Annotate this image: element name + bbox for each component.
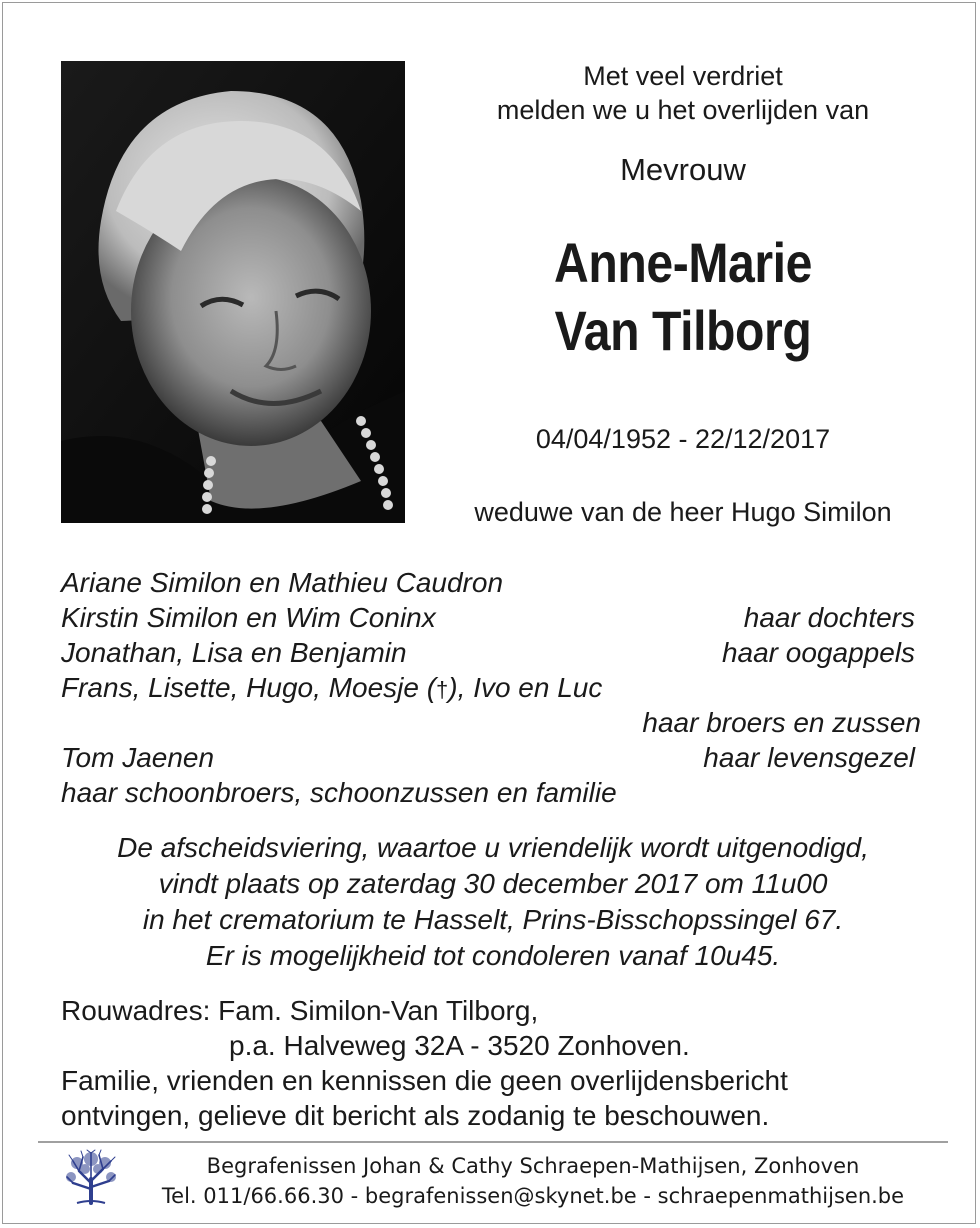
notice-line: Familie, vrienden en kennissen die geen overlijdensbericht xyxy=(61,1065,788,1096)
intro-line-1: Met veel verdriet xyxy=(583,61,783,91)
intro-text xyxy=(423,59,943,127)
family-names: Kirstin Similon en Wim Coninx xyxy=(61,602,436,633)
funeral-home-name: Begrafenissen Johan & Cathy Schraepen-Mathijsen, Zonhoven xyxy=(206,1154,860,1178)
funeral-home-contact: Tel. 011/66.66.30 - begrafenissen@skynet.be - schraepenmathijsen.be xyxy=(161,1184,905,1208)
footer-divider xyxy=(38,1141,948,1143)
last-name: Van Tilborg xyxy=(554,299,812,362)
portrait-photo xyxy=(61,61,405,523)
family-relation: haar broers en zussen xyxy=(642,707,921,738)
family-names-part: Frans, Lisette, Hugo, Moesje ( xyxy=(61,672,437,703)
obituary-card xyxy=(2,2,976,1224)
intro-line-2: melden we u het overlijden van xyxy=(496,95,870,125)
mourning-address xyxy=(61,993,941,1133)
family-names: haar schoonbroers, schoonzussen en familie xyxy=(61,777,617,808)
ceremony-line: vindt plaats op zaterdag 30 december 2017 om 11u00 xyxy=(158,868,828,899)
tree-logo-icon xyxy=(65,1149,117,1205)
salutation: Mevrouw xyxy=(620,152,746,187)
deceased-name xyxy=(459,229,906,365)
family-row xyxy=(61,740,921,775)
family-row xyxy=(61,635,921,670)
family-names: Tom Jaenen xyxy=(61,742,215,773)
family-names xyxy=(61,670,602,707)
portrait-illustration xyxy=(61,61,405,523)
family-names-part: ), Ivo en Luc xyxy=(448,672,603,703)
address-line: Rouwadres: Fam. Similon-Van Tilborg, xyxy=(61,995,539,1026)
family-row xyxy=(61,600,921,635)
family-list xyxy=(61,565,921,810)
address-line: p.a. Halveweg 32A - 3520 Zonhoven. xyxy=(229,1030,690,1061)
notice-line: ontvingen, gelieve dit bericht als zodanig te beschouwen. xyxy=(61,1100,770,1131)
family-row xyxy=(61,705,921,740)
family-names: Jonathan, Lisa en Benjamin xyxy=(61,637,407,668)
ceremony-text xyxy=(43,830,943,974)
first-name: Anne-Marie xyxy=(554,231,812,294)
ceremony-line: in het crematorium te Hasselt, Prins-Bisschopssingel 67. xyxy=(142,904,844,935)
family-names: Ariane Similon en Mathieu Caudron xyxy=(61,567,504,598)
family-relation: haar oogappels xyxy=(721,637,915,668)
family-row xyxy=(61,565,921,600)
ceremony-line: De afscheidsviering, waartoe u vriendelijk wordt uitgenodigd, xyxy=(117,832,869,863)
family-relation: haar levensgezel xyxy=(703,742,915,773)
ceremony-line: Er is mogelijkheid tot condoleren vanaf 10u45. xyxy=(205,940,781,971)
funeral-home-footer xyxy=(123,1151,943,1211)
family-row xyxy=(61,775,921,810)
cross-icon: † xyxy=(436,677,449,702)
family-row xyxy=(61,670,921,705)
widow-line: weduwe van de heer Hugo Similon xyxy=(474,497,892,527)
life-dates: 04/04/1952 - 22/12/2017 xyxy=(535,424,831,454)
family-relation: haar dochters xyxy=(743,602,915,633)
